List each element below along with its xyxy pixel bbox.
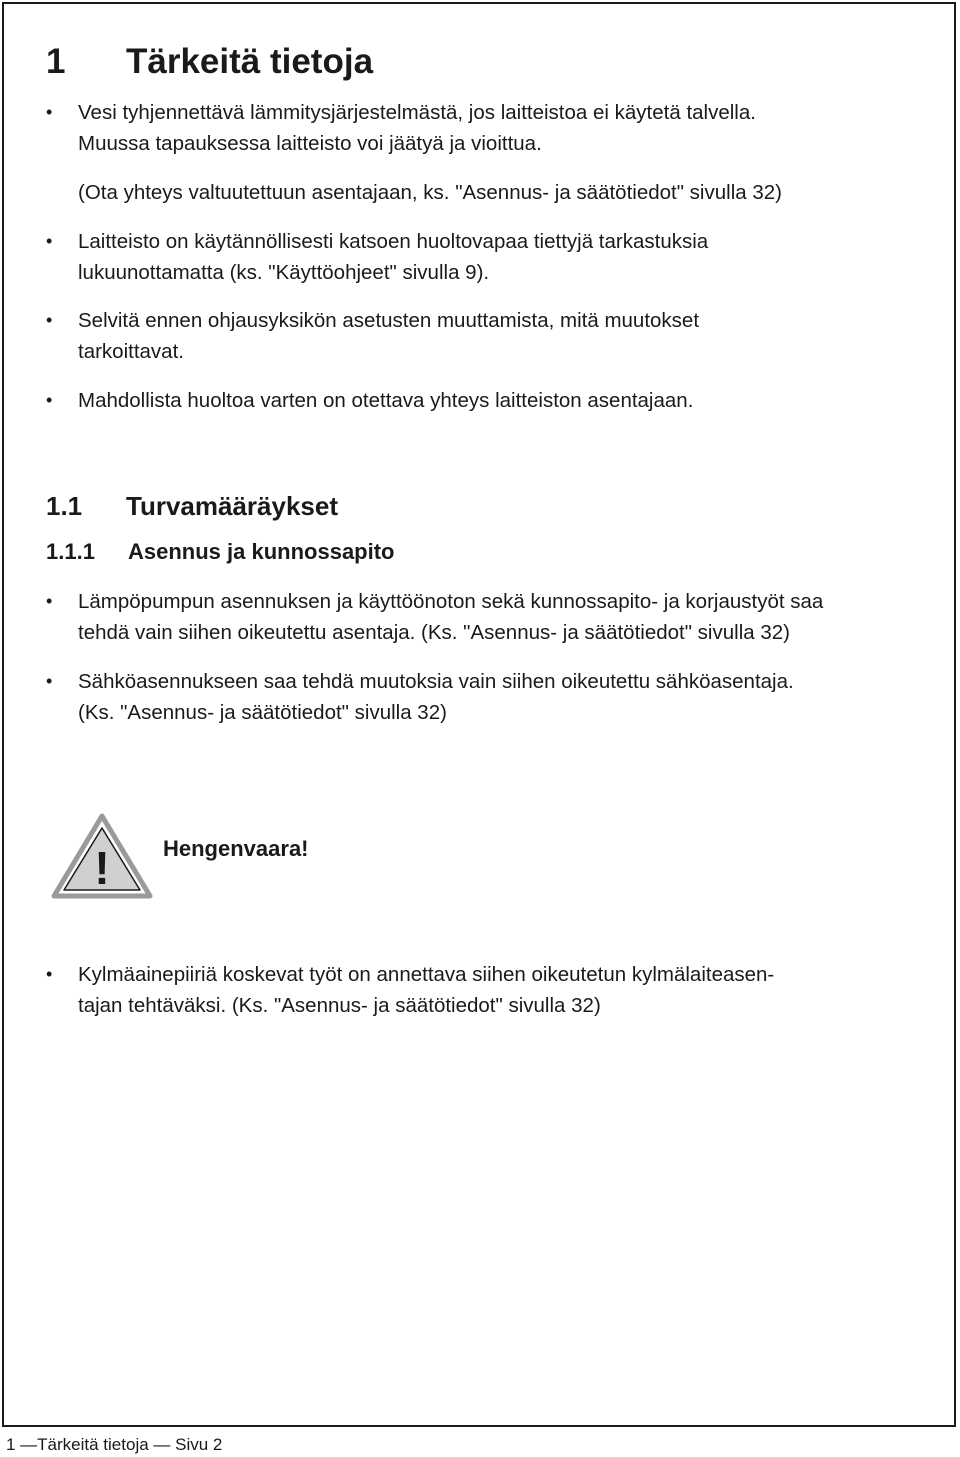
bullet-icon: • [46, 310, 53, 330]
subsection-number: 1.1 [46, 491, 83, 521]
page-footer: 1 —Tärkeitä tietoja — Sivu 2 [6, 1435, 223, 1454]
bullet-line: Selvitä ennen ohjausyksikön asetusten muuttamista, mitä muutokset [78, 309, 700, 332]
subsection-heading [46, 489, 338, 523]
bullet-line: tehdä vain siihen oikeutettu asentaja. (Ks. "Asennus- ja säätötiedot" sivulla 32) [78, 621, 790, 644]
bullet-line: lukuunottamatta (ks. "Käyttöohjeet" sivulla 9). [78, 261, 490, 284]
bullet-line: Lämpöpumpun asennuksen ja käyttöönoton sekä kunnossapito- ja korjaustyöt saa [78, 590, 824, 613]
bullet-line: (Ota yhteys valtuutettuun asentajaan, ks. "Asennus- ja säätötiedot" sivulla 32) [78, 181, 782, 204]
bullet-line: tajan tehtäväksi. (Ks. "Asennus- ja säätötiedot" sivulla 32) [78, 994, 601, 1017]
bullet-icon: • [46, 231, 53, 251]
bullet-icon: • [46, 964, 53, 984]
bullet-icon: • [46, 591, 53, 611]
bullet-icon: • [46, 390, 53, 410]
section-title: Tärkeitä tietoja [126, 42, 374, 81]
bullet-line: Mahdollista huoltoa varten on otettava yhteys laitteiston asentajaan. [78, 389, 694, 412]
subsubsection-heading [46, 537, 395, 567]
bullet-icon: • [46, 102, 53, 122]
bullet-line: Laitteisto on käytännöllisesti katsoen huoltovapaa tiettyjä tarkastuksia [78, 230, 709, 253]
subsubsection-title: Asennus ja kunnossapito [128, 539, 395, 564]
warning-symbol: ! [94, 842, 110, 894]
bullet-line: (Ks. "Asennus- ja säätötiedot" sivulla 32) [78, 701, 447, 724]
warning-triangle-icon [50, 812, 154, 900]
bullet-line: Kylmäainepiiriä koskevat työt on annettava siihen oikeutetun kylmälaiteasen- [78, 963, 775, 986]
bullet-line [78, 159, 928, 177]
bullet-icon: • [46, 671, 53, 691]
bullet-line: tarkoittavat. [78, 340, 184, 363]
bullet-line: Sähköasennukseen saa tehdä muutoksia vain siihen oikeutettu sähköasentaja. [78, 670, 794, 693]
section-heading [46, 40, 373, 84]
warning-label: Hengenvaara! [163, 836, 309, 861]
bullet-line: Muussa tapauksessa laitteisto voi jäätyä ja vioittua. [78, 132, 542, 155]
bullet-line: Vesi tyhjennettävä lämmitysjärjestelmästä, jos laitteistoa ei käytetä talvella. [78, 101, 756, 124]
subsection-title: Turvamääräykset [126, 491, 338, 521]
section-number: 1 [46, 42, 66, 81]
subsubsection-number: 1.1.1 [46, 539, 95, 564]
